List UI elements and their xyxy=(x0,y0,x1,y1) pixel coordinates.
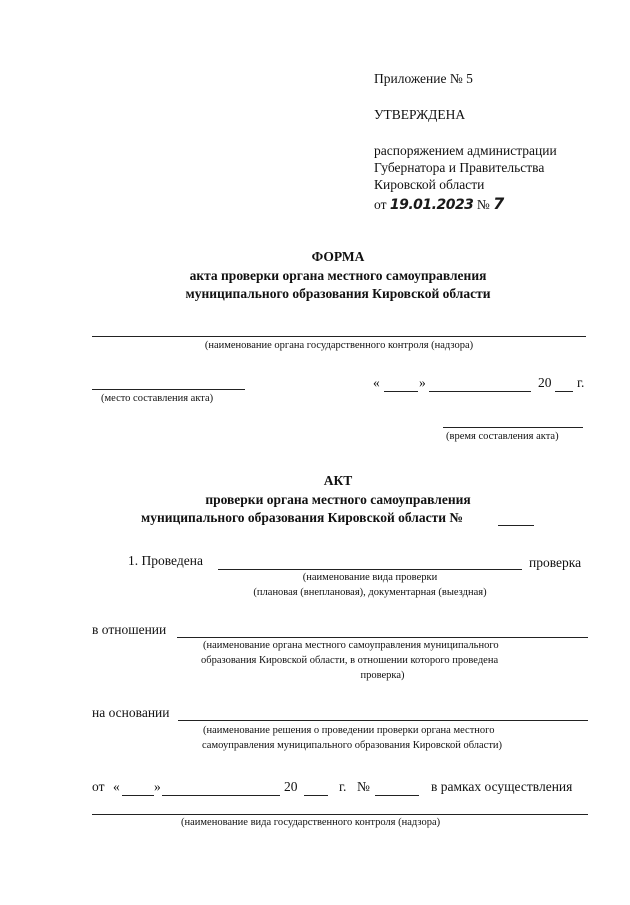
order-from-label: от xyxy=(374,197,387,212)
from-month-line xyxy=(162,795,280,796)
regarding-line xyxy=(177,637,588,638)
time-line xyxy=(443,427,583,428)
item1-caption-2: (плановая (внеплановая), документарная (выездная) xyxy=(253,587,487,598)
basis-line xyxy=(178,720,588,721)
regarding-caption-3: проверка) xyxy=(360,670,405,681)
item1-label: 1. Проведена xyxy=(128,553,203,568)
control-body-line xyxy=(92,336,586,337)
from-day-line xyxy=(122,795,154,796)
from-year-suffix: г. xyxy=(339,779,347,794)
from-number-sign: № xyxy=(357,779,370,794)
basis-label: на основании xyxy=(92,705,170,720)
time-caption: (время составления акта) xyxy=(446,431,559,442)
item1-caption-1: (наименование вида проверки xyxy=(302,572,438,583)
date-year-line xyxy=(555,391,573,392)
from-year-line xyxy=(304,795,328,796)
regarding-caption-2: образования Кировской области, в отношении которого проведена xyxy=(201,655,499,666)
form-title-line-1: акта проверки органа местного самоуправления xyxy=(189,268,487,283)
form-title-line-2: муниципального образования Кировской области xyxy=(185,286,491,301)
date-close-quote: » xyxy=(419,375,426,390)
from-open-quote: « xyxy=(113,779,120,794)
date-year-prefix: 20 xyxy=(538,375,552,390)
approved-label: УТВЕРЖДЕНА xyxy=(374,107,466,122)
from-close-quote: » xyxy=(154,779,161,794)
control-body-caption: (наименование органа государственного контроля (надзора) xyxy=(204,340,474,351)
order-line-1: распоряжением администрации xyxy=(374,143,557,158)
from-label: от xyxy=(92,779,105,794)
basis-caption-1: (наименование решения о проведении проверки органа местного xyxy=(203,725,495,736)
order-number-handwritten: 7 xyxy=(493,194,504,213)
regarding-label: в отношении xyxy=(92,622,167,637)
order-line-2: Губернатора и Правительства xyxy=(374,160,545,175)
place-line xyxy=(92,389,245,390)
form-title: ФОРМА xyxy=(311,249,365,264)
appendix-label: Приложение № 5 xyxy=(374,71,473,86)
date-year-suffix: г. xyxy=(577,375,585,390)
act-title: АКТ xyxy=(323,473,353,488)
act-title-line-1: проверки органа местного самоуправления xyxy=(205,492,471,507)
date-day-line xyxy=(384,391,418,392)
control-type-caption: (наименование вида государственного контроля (надзора) xyxy=(181,817,441,828)
control-type-line xyxy=(92,814,588,815)
item1-line xyxy=(218,569,522,570)
date-month-line xyxy=(429,391,531,392)
framework-label: в рамках осуществления xyxy=(431,779,573,794)
act-title-line-2: муниципального образования Кировской области № xyxy=(141,510,463,525)
act-number-line xyxy=(498,525,534,526)
order-date-line xyxy=(374,194,504,213)
from-number-line xyxy=(375,795,419,796)
order-line-3: Кировской области xyxy=(374,177,485,192)
basis-caption-2: самоуправления муниципального образования Кировской области) xyxy=(202,740,503,751)
regarding-caption-1: (наименование органа местного самоуправления муниципального xyxy=(203,640,499,651)
order-number-sign: № xyxy=(476,197,490,212)
from-year-prefix: 20 xyxy=(284,779,298,794)
place-caption: (место составления акта) xyxy=(101,393,214,404)
item1-suffix: проверка xyxy=(529,555,582,570)
order-date-handwritten: 19.01.2023 xyxy=(389,197,474,213)
date-open-quote: « xyxy=(373,375,380,390)
